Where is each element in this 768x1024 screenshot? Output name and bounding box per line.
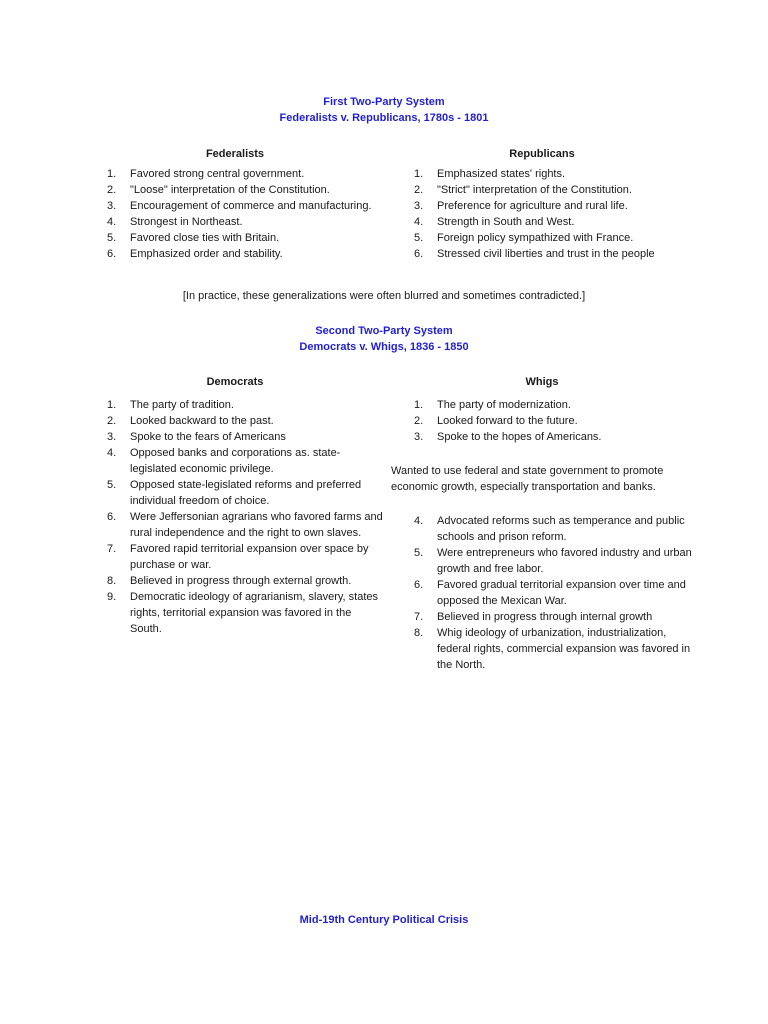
- list-item: [414, 230, 704, 246]
- list-item-number: 5.: [107, 232, 117, 244]
- section2-subtitle: Democrats v. Whigs, 1836 - 1850: [299, 341, 469, 353]
- list-item: [107, 509, 385, 541]
- list-item-text: Strongest in Northeast.: [130, 216, 243, 228]
- list-item-text: Looked forward to the future.: [437, 415, 578, 427]
- list-item: [107, 182, 397, 198]
- list-item-number: 5.: [414, 547, 424, 559]
- list-item-text: Spoke to the fears of Americans: [130, 431, 286, 443]
- list-item-number: 1.: [107, 399, 117, 411]
- list-item-text: Strength in South and West.: [437, 216, 575, 228]
- list-item-number: 8.: [107, 575, 117, 587]
- list-item: [414, 214, 704, 230]
- list-item: [414, 577, 694, 609]
- list-item: [107, 477, 385, 509]
- list-item-number: 1.: [107, 168, 117, 180]
- list-item: [414, 166, 704, 182]
- list-item-text: Emphasized states' rights.: [437, 168, 566, 180]
- list-item-number: 1.: [414, 168, 424, 180]
- list-item-number: 6.: [414, 579, 424, 591]
- federalists-list: [107, 166, 397, 262]
- list-item-number: 8.: [414, 627, 424, 639]
- list-item-number: 6.: [414, 248, 424, 260]
- list-item: [414, 246, 704, 262]
- republicans-heading: Republicans: [509, 148, 575, 160]
- list-item-text: Advocated reforms such as temperance and public schools and prison reform.: [437, 515, 685, 543]
- list-item-text: Democratic ideology of agrarianism, slavery, states rights, territorial expansion was favored in the South.: [130, 591, 379, 635]
- section1-title: First Two-Party System: [323, 96, 445, 108]
- list-item-text: Opposed state-legislated reforms and preferred individual freedom of choice.: [130, 479, 362, 507]
- list-item-number: 4.: [107, 216, 117, 228]
- list-item: [107, 246, 397, 262]
- list-item: [414, 182, 704, 198]
- list-item-text: Foreign policy sympathized with France.: [437, 232, 634, 244]
- list-item: [414, 397, 694, 413]
- list-item: [107, 198, 397, 214]
- federalists-heading: Federalists: [205, 148, 265, 160]
- list-item: [414, 609, 694, 625]
- whigs-list-b: [414, 513, 694, 673]
- list-item-number: 4.: [107, 447, 117, 459]
- whigs-heading: Whigs: [525, 376, 559, 388]
- list-item: [107, 397, 385, 413]
- list-item-text: Were Jeffersonian agrarians who favored farms and rural independence and the right to own slaves.: [130, 511, 383, 539]
- list-item-number: 3.: [414, 431, 424, 443]
- section3-title: Mid-19th Century Political Crisis: [299, 914, 469, 926]
- section1-subtitle: Federalists v. Republicans, 1780s - 1801: [279, 112, 489, 124]
- list-item-text: Were entrepreneurs who favored industry and urban growth and free labor.: [437, 547, 692, 575]
- list-item: [107, 214, 397, 230]
- list-item: [107, 445, 385, 477]
- list-item-number: 3.: [414, 200, 424, 212]
- list-item-text: "Loose" interpretation of the Constitution.: [130, 184, 330, 196]
- list-item: [414, 198, 704, 214]
- list-item-text: Encouragement of commerce and manufacturing.: [130, 200, 372, 212]
- democrats-list: [107, 397, 385, 637]
- list-item-number: 6.: [107, 248, 117, 260]
- list-item-text: Spoke to the hopes of Americans.: [437, 431, 602, 443]
- list-item-text: Favored strong central government.: [130, 168, 305, 180]
- list-item: [107, 429, 385, 445]
- list-item: [414, 545, 694, 577]
- list-item-number: 5.: [107, 479, 117, 491]
- list-item-text: Favored close ties with Britain.: [130, 232, 280, 244]
- list-item: [107, 589, 385, 637]
- list-item: [107, 166, 397, 182]
- list-item-text: Preference for agriculture and rural life.: [437, 200, 628, 212]
- whigs-paragraph: Wanted to use federal and state government to promote economic growth, especially transportation and banks.: [391, 465, 664, 493]
- list-item: [414, 513, 694, 545]
- list-item-number: 3.: [107, 431, 117, 443]
- list-item-number: 2.: [414, 184, 424, 196]
- list-item-text: The party of tradition.: [130, 399, 234, 411]
- practice-note: [In practice, these generalizations were often blurred and sometimes contradicted.]: [182, 290, 586, 302]
- list-item-number: 7.: [414, 611, 424, 623]
- list-item-number: 4.: [414, 515, 424, 527]
- list-item-number: 4.: [414, 216, 424, 228]
- republicans-list: [414, 166, 704, 262]
- list-item-text: Believed in progress through external growth.: [130, 575, 352, 587]
- list-item: [107, 573, 385, 589]
- list-item-text: "Strict" interpretation of the Constitution.: [437, 184, 632, 196]
- list-item-text: Opposed banks and corporations as. state-legislated economic privilege.: [130, 447, 341, 475]
- list-item-number: 5.: [414, 232, 424, 244]
- list-item: [107, 413, 385, 429]
- list-item-text: The party of modernization.: [437, 399, 571, 411]
- whigs-list-a: [414, 397, 694, 445]
- democrats-heading: Democrats: [206, 376, 264, 388]
- list-item: [414, 429, 694, 445]
- section2-title: Second Two-Party System: [315, 325, 453, 337]
- list-item-number: 9.: [107, 591, 117, 603]
- list-item: [414, 625, 694, 673]
- list-item-text: Emphasized order and stability.: [130, 248, 283, 260]
- list-item-number: 2.: [414, 415, 424, 427]
- list-item: [414, 413, 694, 429]
- list-item-text: Favored gradual territorial expansion over time and opposed the Mexican War.: [437, 579, 686, 607]
- list-item-text: Favored rapid territorial expansion over space by purchase or war.: [130, 543, 369, 571]
- list-item-number: 7.: [107, 543, 117, 555]
- list-item-number: 6.: [107, 511, 117, 523]
- list-item: [107, 541, 385, 573]
- list-item-text: Believed in progress through internal growth: [437, 611, 653, 623]
- list-item-text: Whig ideology of urbanization, industrialization, federal rights, commercial expansion was favored in the North.: [437, 627, 691, 671]
- list-item-text: Stressed civil liberties and trust in the people: [437, 248, 655, 260]
- list-item-number: 3.: [107, 200, 117, 212]
- list-item-text: Looked backward to the past.: [130, 415, 274, 427]
- list-item-number: 2.: [107, 184, 117, 196]
- list-item-number: 1.: [414, 399, 424, 411]
- list-item: [107, 230, 397, 246]
- list-item-number: 2.: [107, 415, 117, 427]
